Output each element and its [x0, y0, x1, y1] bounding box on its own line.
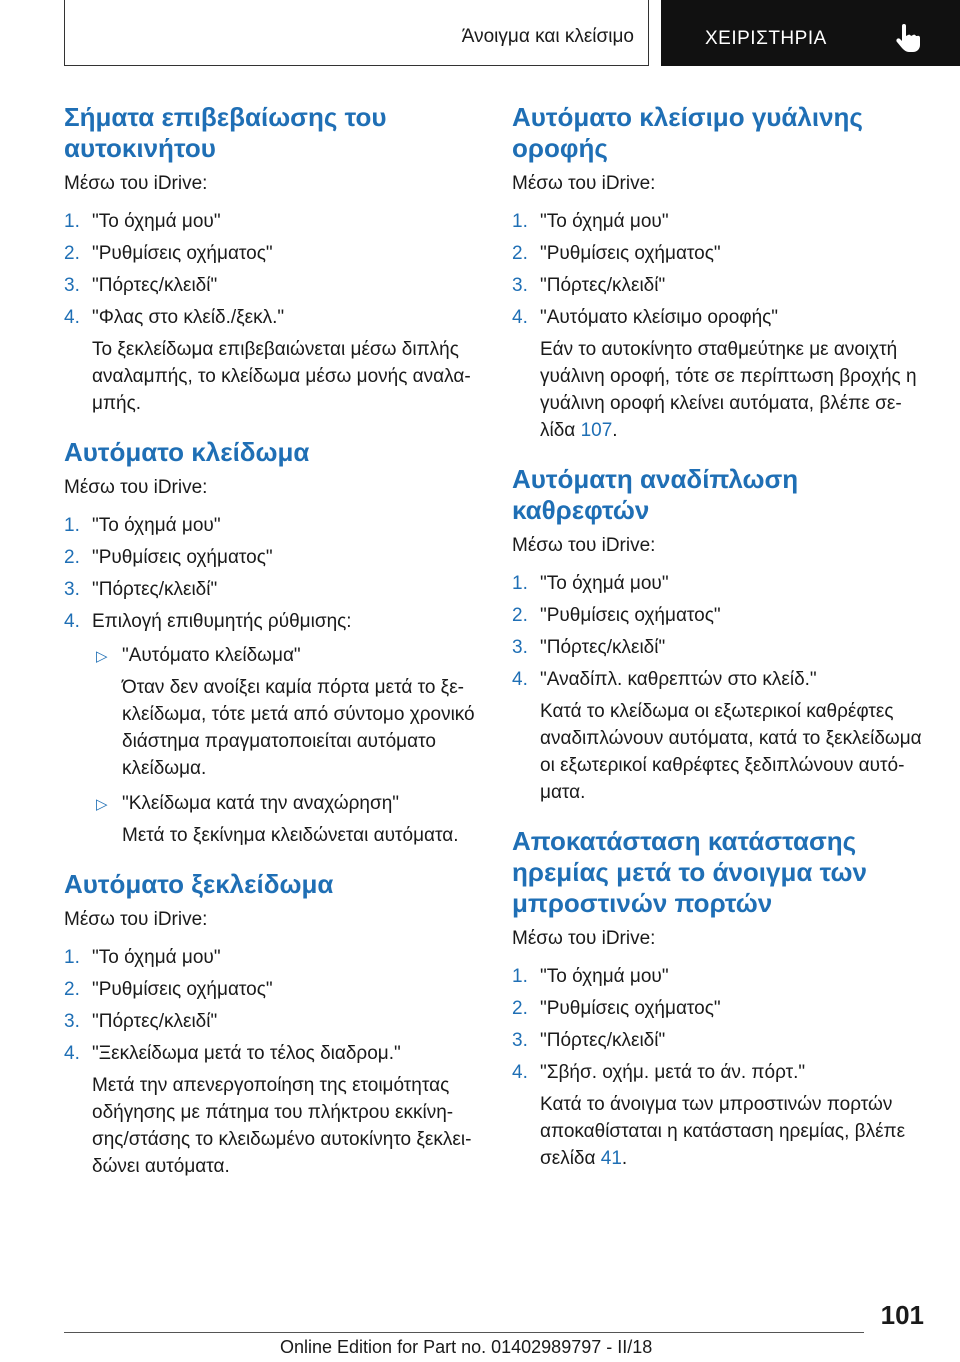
- list-item: [64, 578, 484, 602]
- step-text: "Ξεκλείδωμα μετά το τέλος διαδρομ.": [92, 1043, 401, 1064]
- step-description: [92, 336, 484, 417]
- triangle-bullet-icon: ▷: [96, 648, 108, 665]
- step-number: 4.: [512, 1062, 528, 1083]
- list-item: [64, 1042, 484, 1180]
- description-text: Εάν το αυτοκίνητο σταθμεύτηκε με ανοιχτή γυάλινη οροφή, τότε σε περίπτωση βροχής η γυάλινη οροφή κλείνει αυτόματα, βλέπε σε-λίδα: [540, 339, 917, 441]
- section-title: Αυτόματο κλείσιμο γυάλινης οροφής: [512, 102, 863, 163]
- via-text: Μέσω του iDrive:: [64, 477, 208, 498]
- step-number: 1.: [512, 573, 528, 594]
- step-text: "Ρυθμίσεις οχήματος": [92, 547, 273, 568]
- hand-pointer-icon: [893, 24, 921, 54]
- step-list: [64, 514, 484, 849]
- list-item: [64, 610, 484, 849]
- step-number: 1.: [64, 515, 80, 536]
- list-item: [512, 997, 932, 1021]
- step-text: "Το όχημά μου": [540, 966, 669, 987]
- step-text: "Πόρτες/κλειδί": [540, 275, 666, 296]
- step-text: "Ρυθμίσεις οχήματος": [92, 243, 273, 264]
- list-item: [512, 604, 932, 628]
- step-number: 3.: [512, 1030, 528, 1051]
- list-item: [512, 1029, 932, 1053]
- description-end: .: [621, 1148, 628, 1169]
- section: [64, 869, 484, 1180]
- step-number: 4.: [64, 307, 80, 328]
- step-number: 1.: [64, 211, 80, 232]
- section-title: Αυτόματη αναδίπλωση καθρεφτών: [512, 464, 799, 525]
- step-description: [540, 698, 932, 806]
- step-list: [64, 946, 484, 1180]
- step-number: 4.: [64, 611, 80, 632]
- page-number: 101: [880, 1300, 924, 1330]
- list-item: [512, 668, 932, 806]
- step-number: 2.: [64, 243, 80, 264]
- section: [64, 102, 484, 417]
- step-list: [64, 210, 484, 417]
- footer-divider: [64, 1332, 864, 1333]
- list-item: [64, 274, 484, 298]
- step-list: [512, 965, 932, 1172]
- step-number: 2.: [512, 998, 528, 1019]
- step-number: 4.: [64, 1043, 80, 1064]
- list-item: [64, 946, 484, 970]
- step-number: 1.: [512, 966, 528, 987]
- left-column: [64, 102, 484, 1200]
- step-text: "Αναδίπλ. καθρεπτών στο κλείδ.": [540, 669, 817, 690]
- step-number: 2.: [64, 979, 80, 1000]
- option-item: [92, 644, 484, 782]
- list-item: [512, 210, 932, 234]
- via-text: Μέσω του iDrive:: [512, 173, 656, 194]
- step-text: "Ρυθμίσεις οχήματος": [92, 979, 273, 1000]
- step-text: "Πόρτες/κλειδί": [92, 275, 218, 296]
- list-item: [512, 1061, 932, 1172]
- step-number: 4.: [512, 669, 528, 690]
- description-end: .: [612, 420, 618, 441]
- page-link[interactable]: 41: [600, 1148, 622, 1169]
- step-text: "Πόρτες/κλειδί": [92, 579, 218, 600]
- manual-title: ΧΕΙΡΙΣΤΗΡΙΑ: [705, 28, 827, 49]
- step-number: 2.: [512, 605, 528, 626]
- page-header: [64, 0, 960, 66]
- via-text: Μέσω του iDrive:: [64, 909, 208, 930]
- section: [512, 826, 932, 1172]
- list-item: [64, 1010, 484, 1034]
- via-text: Μέσω του iDrive:: [512, 535, 656, 556]
- option-label: "Αυτόματο κλείδωμα": [122, 645, 301, 666]
- list-item: [512, 965, 932, 989]
- description-text: Κατά το κλείδωμα οι εξωτερικοί καθρέφτες αναδιπλώνουν αυτόματα, κατά το ξεκλείδωμα οι εξωτερικοί καθρέφτες ξεδιπλώνουν αυτό-ματα.: [540, 701, 922, 803]
- list-item: [512, 572, 932, 596]
- step-text: "Το όχημά μου": [92, 515, 221, 536]
- option-list: [92, 644, 484, 849]
- step-text: Επιλογή επιθυμητής ρύθμισης:: [92, 611, 352, 632]
- step-text: "Ρυθμίσεις οχήματος": [540, 998, 721, 1019]
- step-text: "Πόρτες/κλειδί": [540, 1030, 666, 1051]
- description-text: Κατά το άνοιγμα των μπροστινών πορτών αποκαθίσταται η κατάσταση ηρεμίας, βλέπε σελίδα: [540, 1094, 906, 1169]
- step-number: 1.: [512, 211, 528, 232]
- section-title: Αυτόματο ξεκλείδωμα: [64, 869, 334, 899]
- step-text: "Το όχημά μου": [540, 211, 669, 232]
- list-item: [512, 306, 932, 444]
- list-item: [64, 242, 484, 266]
- description-text: Μετά την απενεργοποίηση της ετοιμότητας οδήγησης με πάτημα του πλήκτρου εκκίνη-σης/στάσης το κλειδωμένο αυτοκίνητο ξεκλει-δώνει αυτόματα.: [92, 1075, 472, 1177]
- step-text: "Ρυθμίσεις οχήματος": [540, 605, 721, 626]
- step-number: 3.: [512, 275, 528, 296]
- step-number: 2.: [64, 547, 80, 568]
- list-item: [64, 978, 484, 1002]
- option-label: "Κλείδωμα κατά την αναχώρηση": [122, 793, 400, 814]
- page-link[interactable]: 107: [580, 420, 613, 441]
- step-number: 3.: [512, 637, 528, 658]
- step-text: "Αυτόματο κλείσιμο οροφής": [540, 307, 779, 328]
- step-text: "Πόρτες/κλειδί": [92, 1011, 218, 1032]
- step-number: 3.: [64, 275, 80, 296]
- step-description: [540, 1091, 932, 1172]
- option-description: Όταν δεν ανοίξει καμία πόρτα μετά το ξε-κλείδωμα, τότε μετά από σύντομο χρονικό διάστημα πραγματοποιείται αυτόματο κλείδωμα.: [122, 677, 475, 779]
- section: [512, 102, 932, 444]
- step-text: "Το όχημά μου": [540, 573, 669, 594]
- via-text: Μέσω του iDrive:: [64, 173, 208, 194]
- step-text: "Το όχημά μου": [92, 947, 221, 968]
- option-description: Μετά το ξεκίνημα κλειδώνεται αυτόματα.: [122, 825, 459, 846]
- step-number: 2.: [512, 243, 528, 264]
- manual-tab: [661, 0, 960, 66]
- list-item: [512, 242, 932, 266]
- via-text: Μέσω του iDrive:: [512, 928, 656, 949]
- right-column: [512, 102, 932, 1192]
- step-list: [512, 210, 932, 444]
- step-number: 3.: [64, 1011, 80, 1032]
- step-text: "Πόρτες/κλειδί": [540, 637, 666, 658]
- step-description: [92, 1072, 484, 1180]
- triangle-bullet-icon: ▷: [96, 796, 108, 813]
- section-title: Σήματα επιβεβαίωσης του αυτοκινήτου: [64, 102, 387, 163]
- option-item: [92, 792, 484, 849]
- list-item: [64, 210, 484, 234]
- step-description: [540, 336, 932, 444]
- list-item: [64, 306, 484, 417]
- step-text: "Το όχημά μου": [92, 211, 221, 232]
- list-item: [512, 636, 932, 660]
- description-text: Το ξεκλείδωμα επιβεβαιώνεται μέσω διπλής αναλαμπής, το κλείδωμα μέσω μονής αναλα-μπής.: [92, 339, 471, 414]
- step-text: "Σβήσ. οχήμ. μετά το άν. πόρτ.": [540, 1062, 806, 1083]
- breadcrumb: Άνοιγμα και κλείσιμο: [461, 26, 634, 47]
- section-title: Αποκατάσταση κατάστασης ηρεμίας μετά το άνοιγμα των μπροστινών πορτών: [512, 826, 867, 918]
- step-number: 4.: [512, 307, 528, 328]
- section: [64, 437, 484, 849]
- step-number: 3.: [64, 579, 80, 600]
- step-list: [512, 572, 932, 806]
- step-text: "Φλας στο κλείδ./ξεκλ.": [92, 307, 285, 328]
- footer-edition: Online Edition for Part no. 01402989797 - II/18: [280, 1337, 653, 1357]
- breadcrumb-box: [64, 0, 649, 66]
- section-title: Αυτόματο κλείδωμα: [64, 437, 310, 467]
- list-item: [512, 274, 932, 298]
- section: [512, 464, 932, 806]
- step-text: "Ρυθμίσεις οχήματος": [540, 243, 721, 264]
- list-item: [64, 546, 484, 570]
- step-number: 1.: [64, 947, 80, 968]
- list-item: [64, 514, 484, 538]
